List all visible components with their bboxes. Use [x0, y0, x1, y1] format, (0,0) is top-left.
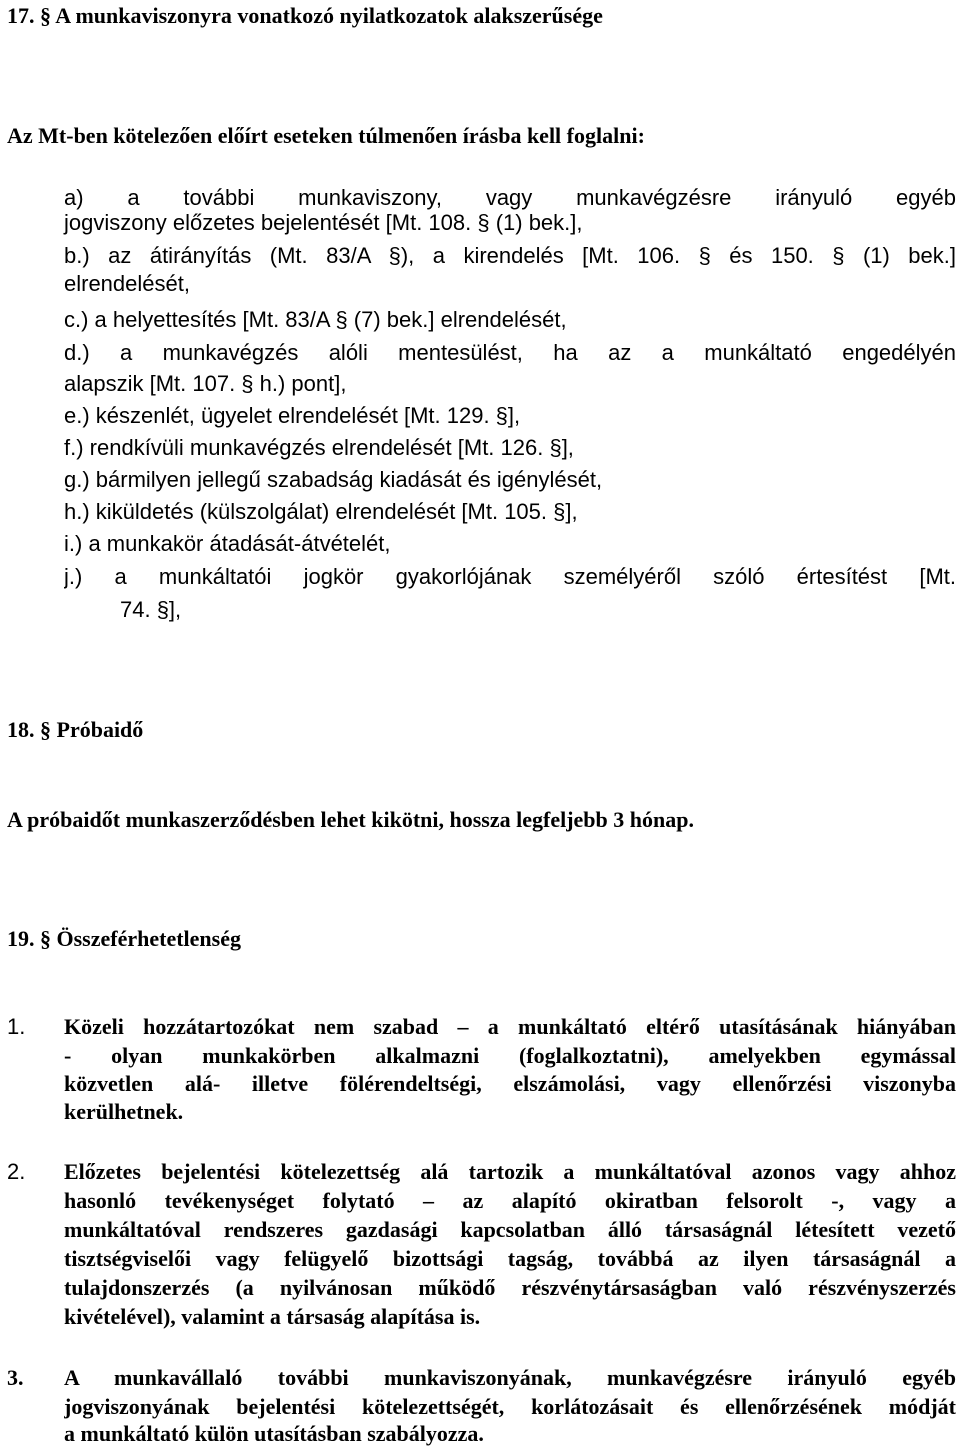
- list-item-j-line1: j.) a munkáltatói jogkör gyakorlójának személyéről szóló értesítést [Mt.: [64, 564, 956, 589]
- list-item-i: i.) a munkakör átadását-átvételét,: [64, 531, 391, 556]
- list-item-h: h.) kiküldetés (külszolgálat) elrendelését [Mt. 105. §],: [64, 499, 578, 524]
- point-1-line1: Közeli hozzátartozókat nem szabad – a munkáltató eltérő utasításának hiányában: [64, 1014, 956, 1039]
- point-1-line3: közvetlen alá- illetve fölérendeltségi, elszámolási, vagy ellenőrzési viszonyba: [64, 1071, 956, 1096]
- point-2-line3: munkáltatóval rendszeres gazdasági kapcsolatban álló társaságnál létesített vezető: [64, 1217, 956, 1242]
- point-3-line2: jogviszonyának bejelentési kötelezettségét, korlátozásait és ellenőrzésének módját: [64, 1394, 956, 1419]
- section-17-intro: Az Mt-ben kötelezően előírt eseteken túlmenően írásba kell foglalni:: [7, 123, 645, 148]
- section-18-heading: 18. § Próbaidő: [7, 717, 144, 742]
- list-item-a-line2: jogviszony előzetes bejelentését [Mt. 108. § (1) bek.],: [64, 210, 583, 235]
- point-3-line3: a munkáltató külön utasításban szabályozza.: [64, 1421, 484, 1446]
- point-2-line1: Előzetes bejelentési kötelezettség alá tartozik a munkáltatóval azonos vagy ahhoz: [64, 1159, 956, 1184]
- point-2-line2: hasonló tevékenységet folytató – az alapító okiratban felsorolt -, vagy a: [64, 1188, 956, 1213]
- list-item-b-line1: b.) az átirányítás (Mt. 83/A §), a kirendelés [Mt. 106. § és 150. § (1) bek.]: [64, 243, 956, 268]
- list-item-e: e.) készenlét, ügyelet elrendelését [Mt. 129. §],: [64, 403, 521, 428]
- point-3-number: 3.: [7, 1365, 24, 1390]
- list-item-d-line2: alapszik [Mt. 107. § h.) pont],: [64, 371, 347, 396]
- section-18-text: A próbaidőt munkaszerződésben lehet kikötni, hossza legfeljebb 3 hónap.: [7, 807, 694, 832]
- list-item-f: f.) rendkívüli munkavégzés elrendelését [Mt. 126. §],: [64, 435, 574, 460]
- point-2-line6: kivételével), valamint a társaság alapítása is.: [64, 1304, 481, 1329]
- list-item-j-line2: 74. §],: [120, 597, 182, 622]
- list-item-d-line1: d.) a munkavégzés alóli mentesülést, ha az a munkáltató engedélyén: [64, 340, 956, 365]
- list-item-a-line1: a) a további munkaviszony, vagy munkavégzésre irányuló egyéb: [64, 185, 956, 210]
- point-3-line1: A munkavállaló további munkaviszonyának, munkavégzésre irányuló egyéb: [64, 1365, 956, 1390]
- list-item-b-line2: elrendelését,: [64, 271, 190, 296]
- list-item-c: c.) a helyettesítés [Mt. 83/A § (7) bek.] elrendelését,: [64, 307, 567, 332]
- section-19-heading: 19. § Összeférhetetlenség: [7, 926, 241, 951]
- point-2-line4: tisztségviselői vagy felügyelő bizottsági tagság, továbbá az ilyen társaságnál a: [64, 1246, 956, 1271]
- list-item-g: g.) bármilyen jellegű szabadság kiadását és igénylését,: [64, 467, 603, 492]
- section-17-heading: 17. § A munkaviszonyra vonatkozó nyilatkozatok alakszerűsége: [7, 3, 603, 28]
- point-2-line5: tulajdonszerzés (a nyilvánosan működő részvénytársaságban való részvényszerzés: [64, 1275, 956, 1300]
- point-1-line4: kerülhetnek.: [64, 1099, 184, 1124]
- point-1-line2: - olyan munkakörben alkalmazni (foglalkoztatni), amelyekben egymással: [64, 1043, 956, 1068]
- point-2-number: 2.: [7, 1159, 26, 1184]
- point-1-number: 1.: [7, 1014, 26, 1039]
